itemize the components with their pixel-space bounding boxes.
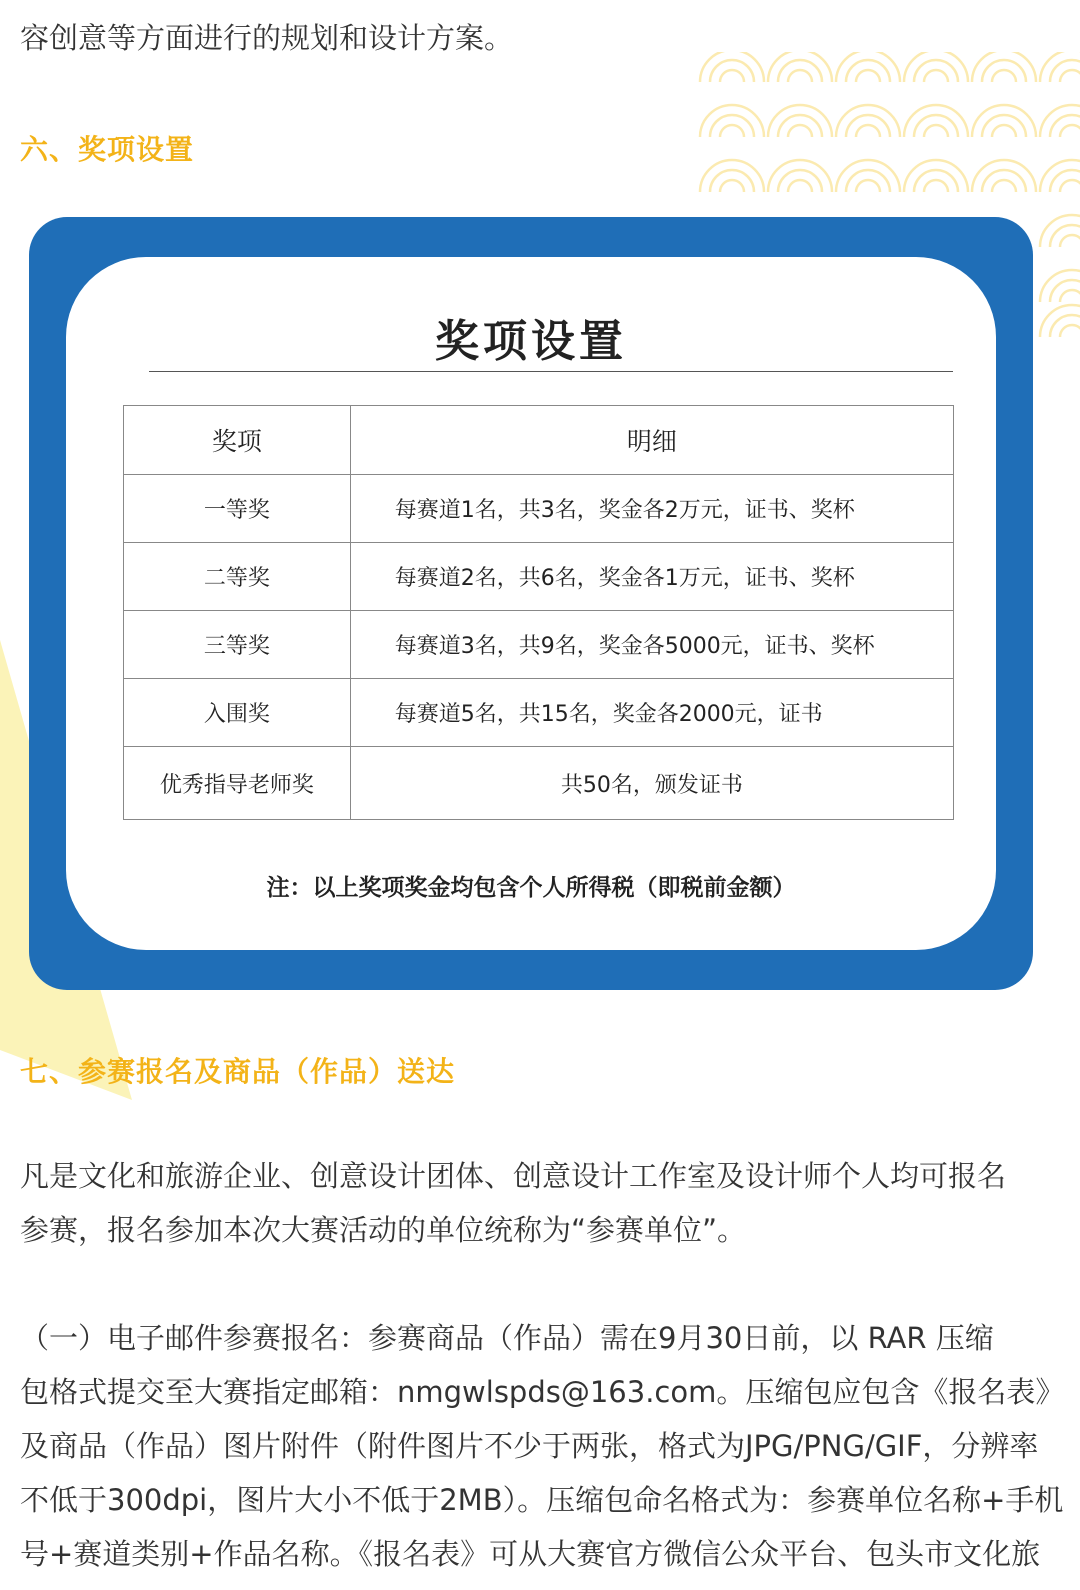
awards-card-panel <box>66 257 996 950</box>
award-detail: 共50名，颁发证书 <box>350 747 953 820</box>
table-row <box>124 747 954 820</box>
award-name: 一等奖 <box>124 475 351 543</box>
table-row <box>124 679 954 747</box>
award-name: 三等奖 <box>124 611 351 679</box>
paragraph-email-registration-line-3: 及商品（作品）图片附件（附件图片不少于两张，格式为JPG/PNG/GIF，分辨率 <box>20 1429 1039 1463</box>
awards-card-title: 奖项设置 <box>435 316 627 367</box>
paragraph-eligibility-line-2: 参赛，报名参加本次大赛活动的单位统称为“参赛单位”。 <box>20 1213 747 1247</box>
title-divider <box>149 371 953 372</box>
section-heading-registration: 七、参赛报名及商品（作品）送达 <box>20 1055 456 1088</box>
paragraph-email-registration-line-5: 号+赛道类别+作品名称。《报名表》可从大赛官方微信公众平台、包头市文化旅 <box>20 1537 1041 1571</box>
award-detail: 每赛道1名，共3名，奖金各2万元，证书、奖杯 <box>350 475 953 543</box>
paragraph-email-registration-line-1: （一）电子邮件参赛报名：参赛商品（作品）需在9月30日前，以 RAR 压缩 <box>20 1321 994 1355</box>
paragraph-email-registration-line-4: 不低于300dpi，图片大小不低于2MB）。压缩包命名格式为：参赛单位名称+手机 <box>20 1483 1064 1517</box>
awards-card <box>29 217 1033 990</box>
paragraph-email-registration-line-2: 包格式提交至大赛指定邮箱：nmgwlspds@163.com。压缩包应包含《报名表》 <box>20 1375 1065 1409</box>
column-header-detail: 明细 <box>350 406 953 475</box>
awards-tax-note: 注：以上奖项奖金均包含个人所得税（即税前金额） <box>266 875 796 901</box>
table-row <box>124 543 954 611</box>
table-row <box>124 475 954 543</box>
intro-paragraph-tail: 容创意等方面进行的规划和设计方案。 <box>20 21 514 55</box>
award-name: 优秀指导老师奖 <box>124 747 351 820</box>
award-detail: 每赛道2名，共6名，奖金各1万元，证书、奖杯 <box>350 543 953 611</box>
award-detail: 每赛道3名，共9名，奖金各5000元，证书、奖杯 <box>350 611 953 679</box>
section-heading-awards: 六、奖项设置 <box>20 133 195 166</box>
table-row <box>124 611 954 679</box>
award-detail: 每赛道5名，共15名，奖金各2000元，证书 <box>350 679 953 747</box>
paragraph-eligibility-line-1: 凡是文化和旅游企业、创意设计团体、创意设计工作室及设计师个人均可报名 <box>20 1159 1007 1193</box>
table-header-row <box>124 406 954 475</box>
awards-table <box>123 405 954 820</box>
award-name: 二等奖 <box>124 543 351 611</box>
award-name: 入围奖 <box>124 679 351 747</box>
column-header-award: 奖项 <box>124 406 351 475</box>
